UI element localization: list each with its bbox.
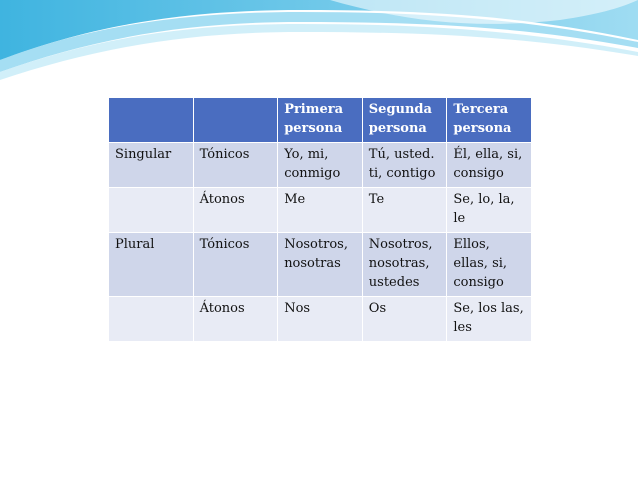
table-cell: Me: [278, 188, 363, 233]
table-cell: Tú, usted. ti, contigo: [362, 143, 447, 188]
decorative-wave-banner: [0, 0, 638, 80]
header-cell: Primera persona: [278, 98, 363, 143]
table-row: [109, 188, 532, 233]
table-cell: [109, 297, 194, 342]
table-cell: Nosotros, nosotras, ustedes: [362, 233, 447, 297]
header-cell: Tercera persona: [447, 98, 532, 143]
header-cell: [109, 98, 194, 143]
table-cell: Os: [362, 297, 447, 342]
table-row: [109, 233, 532, 297]
table-cell: Átonos: [193, 297, 278, 342]
table-cell: Se, lo, la, le: [447, 188, 532, 233]
table-row: [109, 297, 532, 342]
table-cell: Ellos, ellas, si, consigo: [447, 233, 532, 297]
table-cell: Te: [362, 188, 447, 233]
table-row: [109, 143, 532, 188]
table-cell: Tónicos: [193, 233, 278, 297]
table-cell: Átonos: [193, 188, 278, 233]
table-header-row: [109, 98, 532, 143]
table-cell: Nos: [278, 297, 363, 342]
table-cell: Se, los las, les: [447, 297, 532, 342]
table-cell: Singular: [109, 143, 194, 188]
header-cell: [193, 98, 278, 143]
table-cell: [109, 188, 194, 233]
table-cell: Yo, mi, conmigo: [278, 143, 363, 188]
table-cell: Tónicos: [193, 143, 278, 188]
table-cell: Nosotros, nosotras: [278, 233, 363, 297]
header-cell: Segunda persona: [362, 98, 447, 143]
pronoun-table: [108, 97, 532, 342]
table-cell: Plural: [109, 233, 194, 297]
table-cell: Él, ella, si, consigo: [447, 143, 532, 188]
